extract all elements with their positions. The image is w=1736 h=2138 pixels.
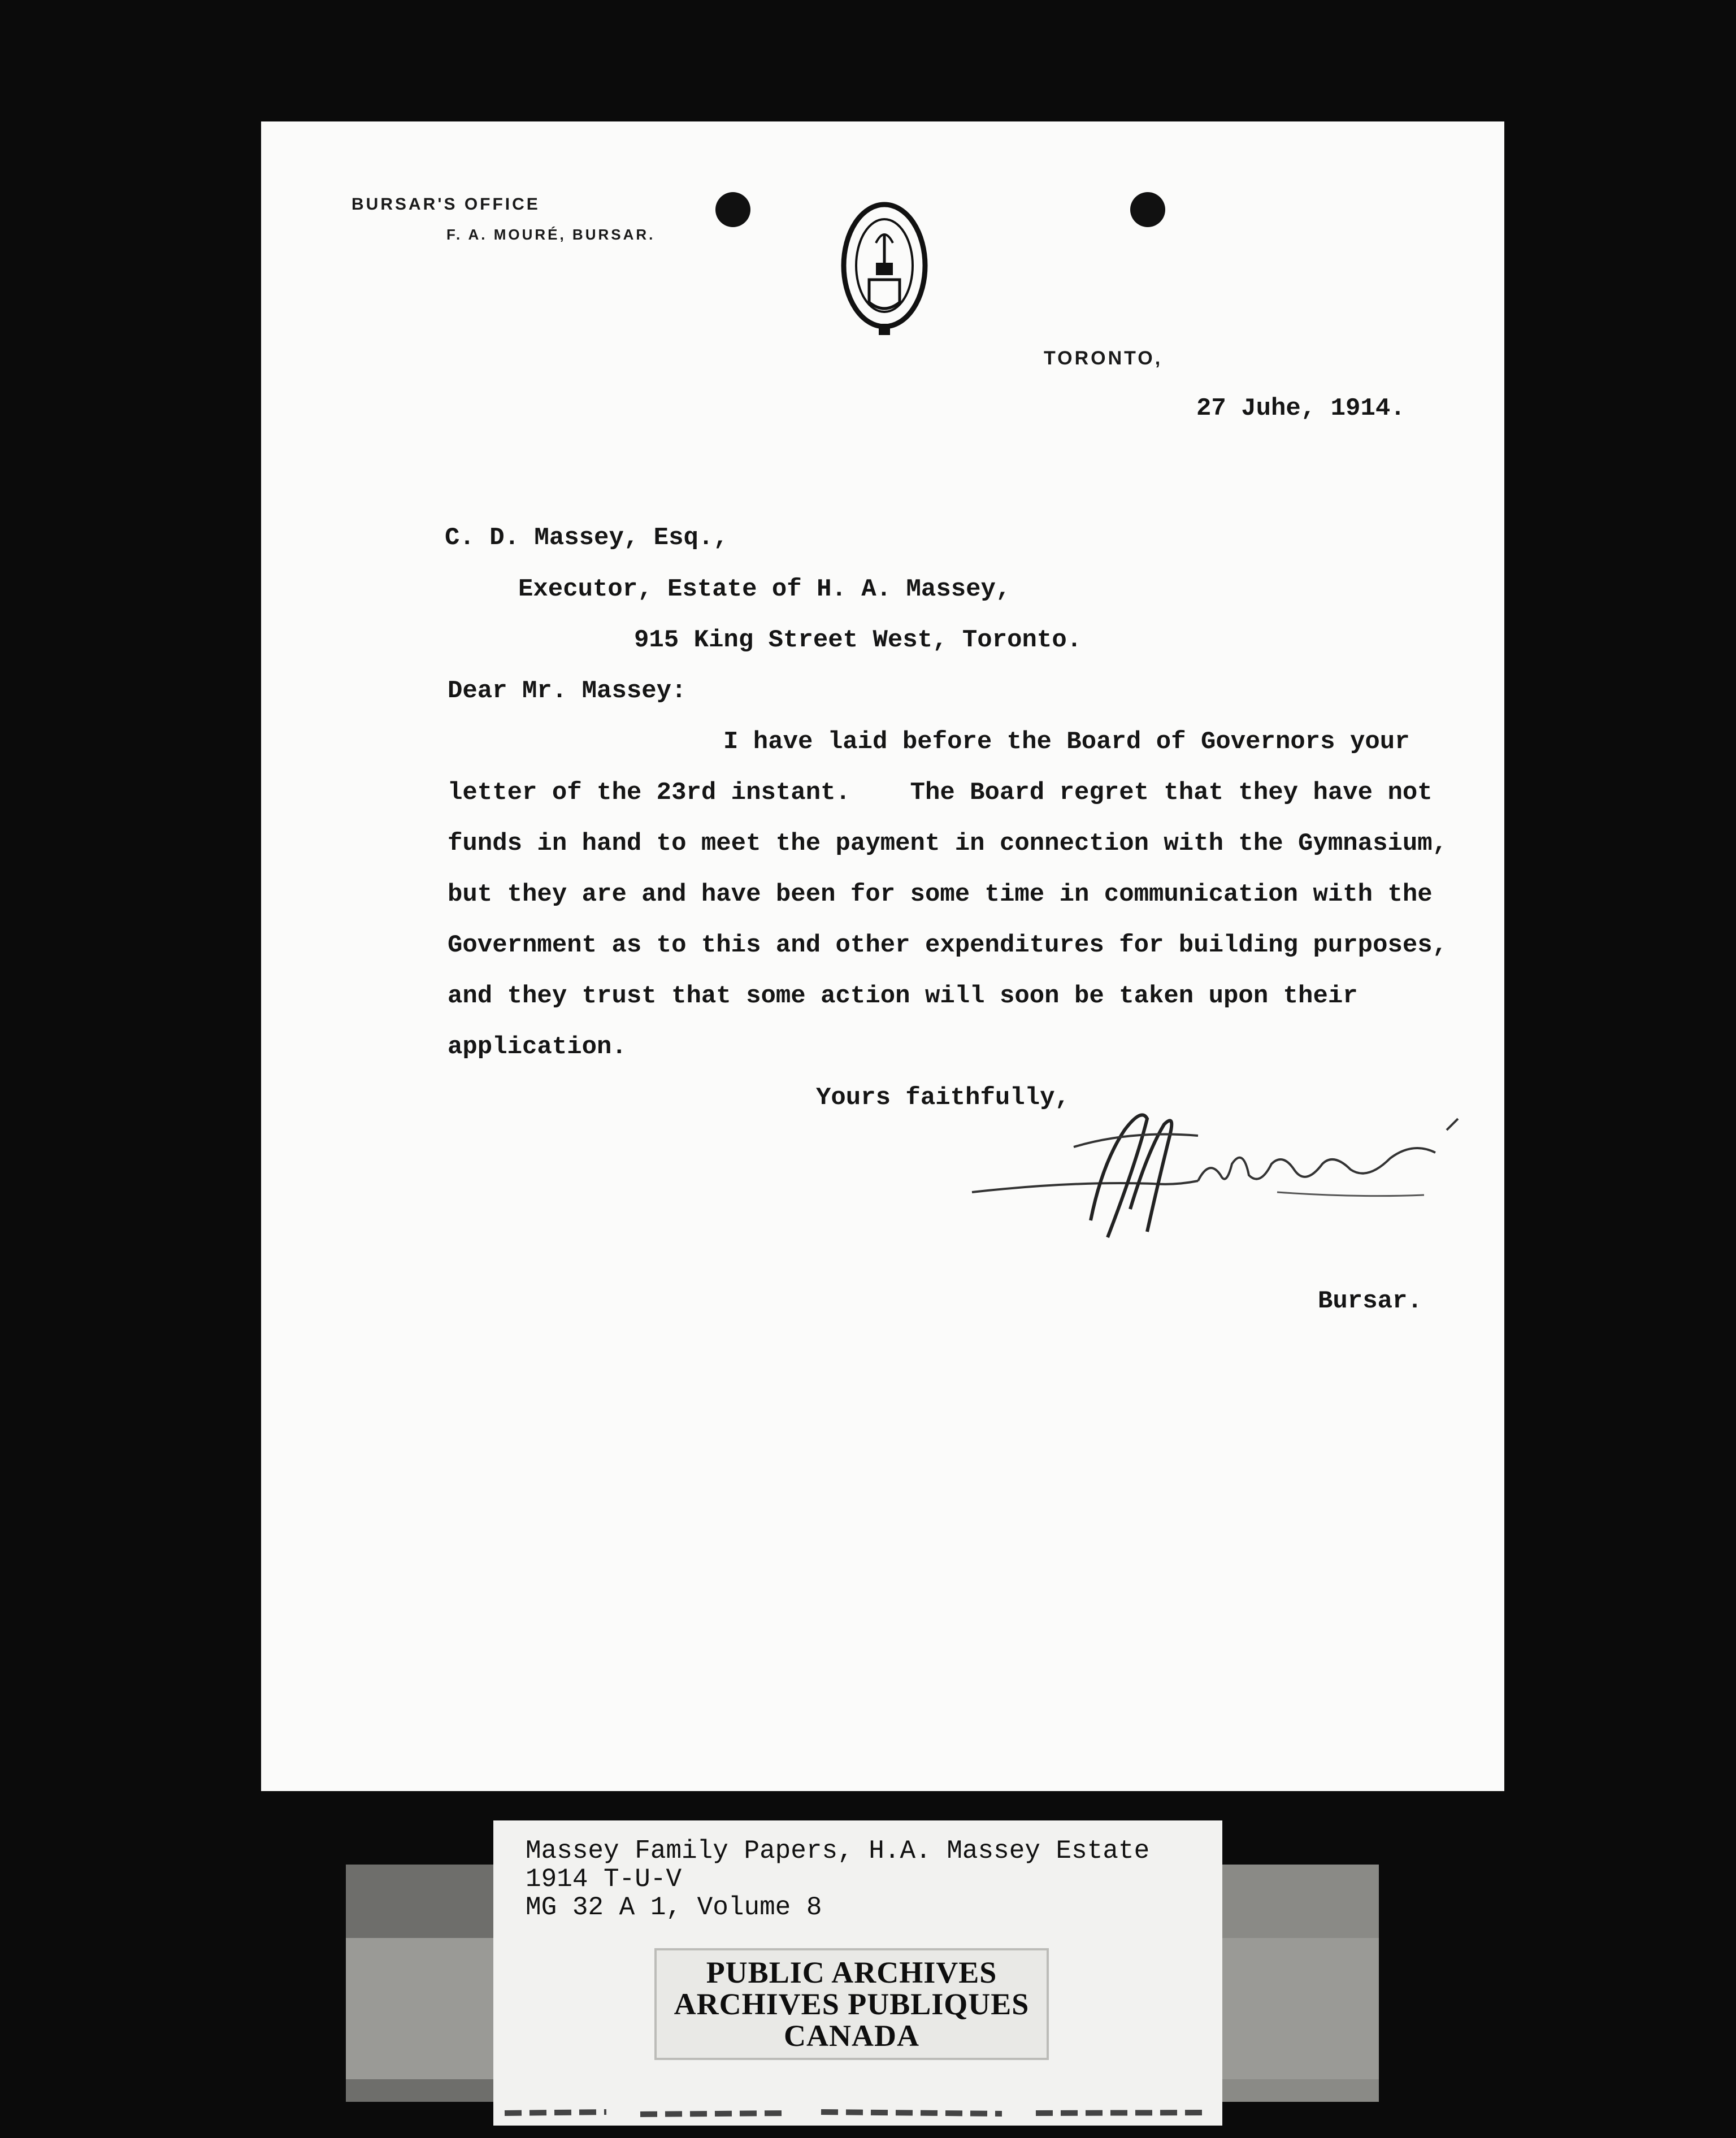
punch-hole-right [1130, 192, 1165, 227]
body-line: but they are and have been for some time in communication with the [448, 880, 1433, 909]
place-heading: TORONTO, [1044, 347, 1163, 369]
recipient-name: C. D. Massey, Esq., [445, 524, 728, 552]
stamp-line-english: PUBLIC ARCHIVES [706, 1956, 997, 1989]
body-line: I have laid before the Board of Governors your [723, 728, 1410, 756]
public-archives-stamp [654, 1948, 1049, 2060]
body-line: Government as to this and other expenditures for building purposes, [448, 931, 1448, 959]
card-year-line: 1914 T-U-V [526, 1865, 682, 1894]
letter-date: 27 Juhe, 1914. [1196, 394, 1405, 423]
recipient-title: Executor, Estate of H. A. Massey, [518, 575, 1011, 603]
body-line: application. [448, 1033, 627, 1061]
letter-page [261, 121, 1504, 1791]
recipient-address: 915 King Street West, Toronto. [634, 626, 1082, 654]
university-seal-icon [836, 195, 932, 342]
film-edge-marks [493, 2091, 1222, 2124]
bursar-office-heading: BURSAR'S OFFICE [351, 195, 540, 214]
handwritten-signature [961, 1096, 1492, 1254]
stamp-line-country: CANADA [784, 2019, 919, 2053]
body-line: letter of the 23rd instant. The Board regret that they have not [448, 779, 1433, 807]
signatory-title: Bursar. [1318, 1287, 1422, 1315]
punch-hole-left [715, 192, 750, 227]
card-volume-line: MG 32 A 1, Volume 8 [526, 1893, 822, 1922]
body-line: funds in hand to meet the payment in connection with the Gymnasium, [448, 829, 1448, 858]
closing: Yours faithfully, [816, 1084, 1070, 1112]
body-line: and they trust that some action will soon be taken upon their [448, 982, 1358, 1010]
card-collection-line: Massey Family Papers, H.A. Massey Estate [526, 1836, 1150, 1866]
bursar-name: F. A. MOURÉ, BURSAR. [446, 226, 656, 243]
salutation: Dear Mr. Massey: [448, 677, 687, 705]
stamp-line-french: ARCHIVES PUBLIQUES [674, 1987, 1030, 2021]
